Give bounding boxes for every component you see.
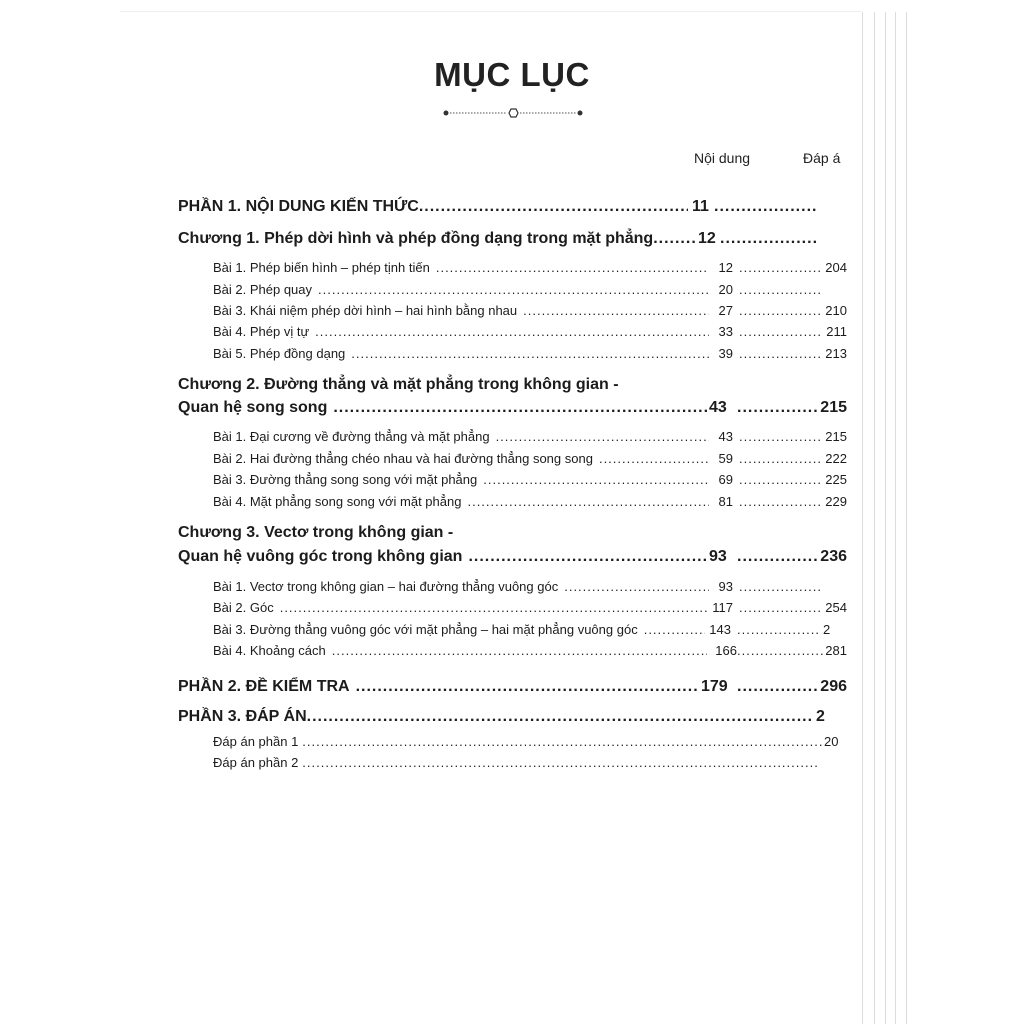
dot-leader — [714, 198, 818, 216]
dot-leader — [739, 579, 823, 594]
entry-label: Bài 2. Hai đường thẳng chéo nhau và hai đường thẳng song song — [213, 451, 593, 466]
entry-label: PHẦN 1. NỘI DUNG KIẾN THỨC — [178, 198, 419, 215]
entry-page: 93 — [718, 579, 733, 594]
toc-entry[interactable] — [213, 622, 847, 637]
entry-label: Chương 3. Vectơ trong không gian - — [178, 524, 454, 541]
dot-leader — [739, 600, 823, 615]
toc-entry[interactable] — [213, 579, 847, 594]
dot-leader — [302, 734, 824, 749]
dot-leader — [739, 429, 823, 444]
dot-leader — [356, 678, 699, 696]
entry-page: 81 — [718, 494, 733, 509]
entry-answer-page: 20 — [824, 734, 839, 749]
toc-entry[interactable] — [213, 346, 847, 361]
page-title: MỤC LỤC — [434, 56, 590, 93]
entry-label: PHẦN 3. ĐÁP ÁN — [178, 708, 307, 725]
dot-leader — [523, 303, 709, 318]
entry-answer-page: 2 — [823, 622, 831, 637]
entry-label: Bài 4. Khoảng cách — [213, 643, 326, 658]
entry-page: 59 — [718, 451, 733, 466]
toc-entry[interactable] — [213, 494, 847, 509]
toc-entry[interactable] — [178, 230, 818, 248]
entry-label: Bài 1. Phép biến hình – phép tịnh tiến — [213, 260, 430, 275]
toc-chapter-heading — [178, 376, 619, 394]
toc-entry[interactable] — [178, 708, 830, 726]
toc-entry[interactable] — [213, 472, 847, 487]
dot-leader — [737, 399, 817, 417]
entry-page: 166 — [715, 643, 737, 658]
toc-entry[interactable] — [213, 643, 847, 658]
entry-label: Chương 2. Đường thẳng và mặt phẳng trong không gian - — [178, 376, 619, 393]
dot-leader — [436, 260, 709, 275]
dot-leader — [467, 494, 709, 509]
dot-leader — [302, 755, 819, 770]
dot-leader — [739, 260, 823, 275]
dot-leader — [739, 282, 823, 297]
entry-label: Bài 3. Đường thẳng vuông góc với mặt phẳng – hai mặt phẳng vuông góc — [213, 622, 638, 637]
entry-page: 12 — [718, 260, 733, 275]
dot-leader — [739, 472, 823, 487]
entry-label: Bài 4. Phép vị tự — [213, 324, 310, 339]
entry-answer-page: 254 — [825, 600, 847, 615]
toc-entry[interactable] — [178, 198, 818, 216]
entry-page: 179 — [701, 678, 728, 695]
dot-leader — [737, 622, 821, 637]
entry-label: Quan hệ song song — [178, 399, 328, 416]
toc-entry[interactable] — [178, 678, 847, 696]
entry-answer-page: 211 — [826, 324, 847, 339]
entry-page: 143 — [709, 622, 731, 637]
page-edge-line — [906, 12, 907, 1024]
page-edge-line — [862, 12, 863, 1024]
dot-leader — [653, 230, 696, 248]
dot-leader — [644, 622, 705, 637]
entry-answer-page: 210 — [825, 303, 847, 318]
column-header-answers: Đáp á — [803, 150, 841, 166]
toc-entry[interactable] — [178, 399, 847, 417]
entry-page: 20 — [718, 282, 733, 297]
dot-leader — [739, 451, 823, 466]
entry-page: 27 — [718, 303, 733, 318]
entry-answer-page: 225 — [825, 472, 847, 487]
dot-leader — [739, 494, 823, 509]
entry-label: Đáp án phần 1 — [213, 734, 299, 749]
dot-leader — [332, 643, 707, 658]
entry-page: 12 — [698, 230, 716, 247]
dot-leader — [599, 451, 709, 466]
toc-chapter-heading — [178, 524, 453, 542]
entry-answer-page: 2 — [816, 708, 825, 725]
page-edge-line — [895, 12, 896, 1024]
entry-label: Quan hệ vuông góc trong không gian — [178, 548, 463, 565]
entry-label: Chương 1. Phép dời hình và phép đồng dạng trong mặt phẳng — [178, 230, 654, 247]
dot-leader — [307, 708, 812, 726]
entry-label: Bài 5. Phép đồng dạng — [213, 346, 346, 361]
entry-answer-page: 296 — [820, 678, 847, 695]
entry-page: 43 — [718, 429, 733, 444]
entry-page: 33 — [718, 324, 733, 339]
toc-entry[interactable] — [213, 324, 847, 339]
page-top-edge — [120, 11, 862, 12]
entry-label: Bài 1. Vectơ trong không gian – hai đường thẳng vuông góc — [213, 579, 559, 594]
toc-entry[interactable] — [213, 755, 819, 770]
entry-answer-page: 229 — [825, 494, 847, 509]
entry-page: 39 — [718, 346, 733, 361]
entry-answer-page: 222 — [825, 451, 847, 466]
toc-entry[interactable] — [213, 303, 847, 318]
column-header-content: Nội dung — [694, 150, 751, 166]
dot-leader — [739, 324, 823, 339]
entry-label: Bài 2. Phép quay — [213, 282, 313, 297]
toc-entry[interactable] — [213, 282, 847, 297]
page-edge-line — [885, 12, 886, 1024]
entry-label: PHẦN 2. ĐỀ KIỂM TRA — [178, 678, 350, 695]
toc-entry[interactable] — [213, 260, 847, 275]
dot-leader — [720, 230, 818, 248]
entry-answer-page: 213 — [825, 346, 847, 361]
entry-label: Bài 2. Góc — [213, 600, 274, 615]
dot-leader — [351, 346, 709, 361]
entry-answer-page: 204 — [825, 260, 847, 275]
dot-leader — [739, 303, 823, 318]
entry-page: 117 — [712, 600, 733, 615]
entry-page: 11 — [692, 198, 709, 215]
entry-page: 93 — [709, 548, 727, 565]
entry-answer-page: 215 — [820, 399, 847, 416]
entry-page: 43 — [709, 399, 727, 416]
dot-leader — [564, 579, 709, 594]
dot-leader — [318, 282, 709, 297]
entry-answer-page: 215 — [825, 429, 847, 444]
toc-entry[interactable] — [213, 734, 840, 749]
entry-label: Đáp án phần 2 — [213, 755, 299, 770]
entry-page: 69 — [718, 472, 733, 487]
dot-leader — [333, 399, 707, 417]
entry-answer-page: 281 — [825, 643, 847, 658]
toc-entry[interactable] — [213, 451, 847, 466]
toc-entry[interactable] — [213, 600, 847, 615]
dot-leader — [483, 472, 709, 487]
dot-leader — [737, 548, 817, 566]
toc-entry[interactable] — [178, 548, 847, 566]
title-ornament — [443, 106, 583, 120]
dot-leader — [496, 429, 709, 444]
dot-leader — [419, 198, 688, 216]
dot-leader — [737, 643, 823, 658]
toc-entry[interactable] — [213, 429, 847, 444]
dot-leader — [737, 678, 817, 696]
dot-leader — [315, 324, 709, 339]
dot-leader — [468, 548, 707, 566]
page-edge-line — [874, 12, 875, 1024]
entry-label: Bài 3. Khái niệm phép dời hình – hai hình bằng nhau — [213, 303, 518, 318]
entry-label: Bài 1. Đại cương về đường thẳng và mặt phẳng — [213, 429, 490, 444]
entry-label: Bài 4. Mặt phẳng song song với mặt phẳng — [213, 494, 462, 509]
entry-label: Bài 3. Đường thẳng song song với mặt phẳng — [213, 472, 478, 487]
entry-answer-page: 236 — [820, 548, 847, 565]
dot-leader — [739, 346, 823, 361]
dot-leader — [280, 600, 709, 615]
